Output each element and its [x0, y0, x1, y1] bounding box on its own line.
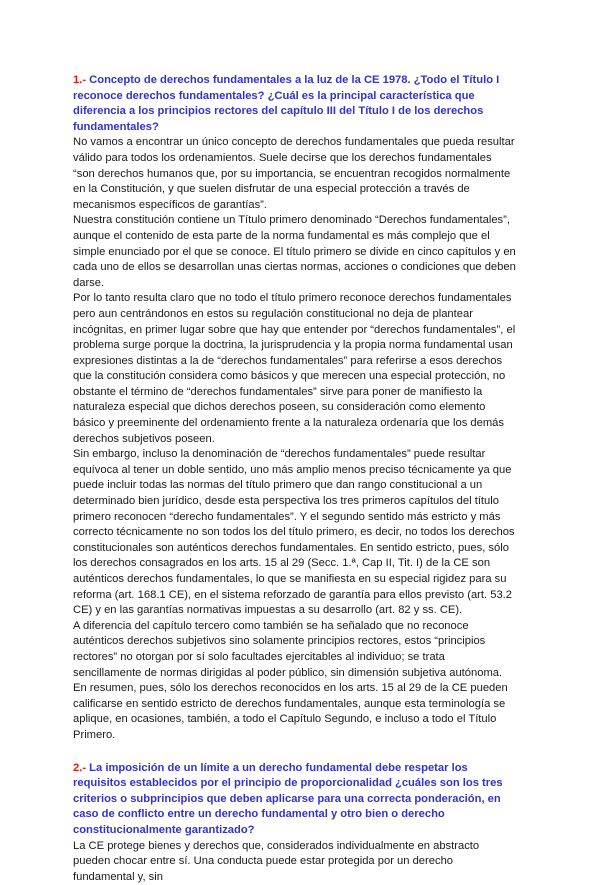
paragraph: Por lo tanto resulta claro que no todo el título primero reconoce derechos fundamentales pero aun centrándonos en estos su regulación constitucional no deja de plantear incógnitas, en primer lugar sobre que hay que entender por “derechos fundamentales”, el problema surge porque la doctrina, la jurisprudencia y la propia norma fundamental usan expresiones distintas a la de “derechos fundamentales” para referirse a esos derechos que la constitución considera como básicos y que merecen una especial protección, no obstante el término de “derechos fundamentales” sirve para poner de manifiesto la naturaleza especial que dichos derechos poseen, su consideración como elemento básico y preeminente del ordenamiento frente a la naturaleza ordenaría que los demás derechos subjetivos poseen. [73, 291, 516, 447]
paragraph: Sin embargo, incluso la denominación de “derechos fundamentales” puede resultar equívoca al tener un doble sentido, uno más amplio menos preciso técnicamente ya que puede incluir todas las normas del título primero que dan rango constitucional a un determinado bien jurídico, desde esta perspectiva los tres primeros capítulos del título primero reconocen “derecho fundamentales”. Y el segundo sentido más estricto y más correcto técnicamente no son todos los del título primero, es decir, no todos los derechos constitucionales son auténticos derechos fundamentales. En sentido estricto, pues, sólo los derechos consagrados en los arts. 15 al 29 (Secc. 1.ª, Cap II, Tit. I) de la CE son auténticos derechos fundamentales, lo que se manifiesta en su especial rigidez para su reforma (art. 168.1 CE), en el sistema reforzado de garantía para ellos previsto (art. 53.2 CE) y en las garantías normativas impuestas a su desarrollo (art. 82 y ss. CE). [73, 447, 516, 619]
question-heading-1 [73, 73, 516, 135]
question-text-2: La imposición de un límite a un derecho fundamental debe respetar los requisitos establecidos por el principio de proporcionalidad ¿cuáles son los tres criterios o subprincipios que deben aplicarse para una correcta ponderación, en caso de conflicto entre un derecho fundamental y otro bien o derecho constitucionalmente garantizado? [73, 762, 503, 836]
paragraph: Nuestra constitución contiene un Título primero denominado “Derechos fundamentales”, aunque el contenido de esta parte de la norma fundamental es más complejo que el simple enunciado por el que se conoce. El título primero se divide en cinco capítulos y en cada uno de ellos se desarrollan unas ciertas normas, acciones o condiciones que deben darse. [73, 213, 516, 291]
question-number-1: 1.- [73, 74, 86, 86]
question-number-2: 2.- [73, 762, 86, 774]
question-heading-2 [73, 761, 516, 839]
paragraph: La CE protege bienes y derechos que, considerados individualmente en abstracto pueden chocar entre sí. Una conducta puede estar protegida por un derecho fundamental y, sin [73, 839, 516, 885]
paragraph: A diferencia del capítulo tercero como también se ha señalado que no reconoce auténticos derechos subjetivos sino solamente principios rectores, estos “principios rectores” no otorgan por sí solo facultades ejercitables al individuo; se trata sencillamente de normas dirigidas al poder público, sin dimensión subjetiva autónoma. [73, 619, 516, 681]
section-spacer [73, 744, 516, 761]
question-text-1: Concepto de derechos fundamentales a la luz de la CE 1978. ¿Todo el Título I reconoce derechos fundamentales? ¿Cuál es la principal característica que diferencia a los principios rectores del capítulo III del Título I de los derechos fundamentales? [73, 74, 499, 133]
paragraph: No vamos a encontrar un único concepto de derechos fundamentales que pueda resultar válido para todos los ordenamientos. Suele decirse que los derechos fundamentales “son derechos humanos que, por su importancia, se encuentran recogidos normalmente en la Constitución, y que suelen disfrutar de una especial protección a través de mecanismos específicos de garantías”. [73, 135, 516, 213]
paragraph: En resumen, pues, sólo los derechos reconocidos en los arts. 15 al 29 de la CE pueden calificarse en sentido estricto de derechos fundamentales, aunque esta terminología se aplique, en ocasiones, también, a todo el Capítulo Segundo, e incluso a todo el Título Primero. [73, 681, 516, 743]
